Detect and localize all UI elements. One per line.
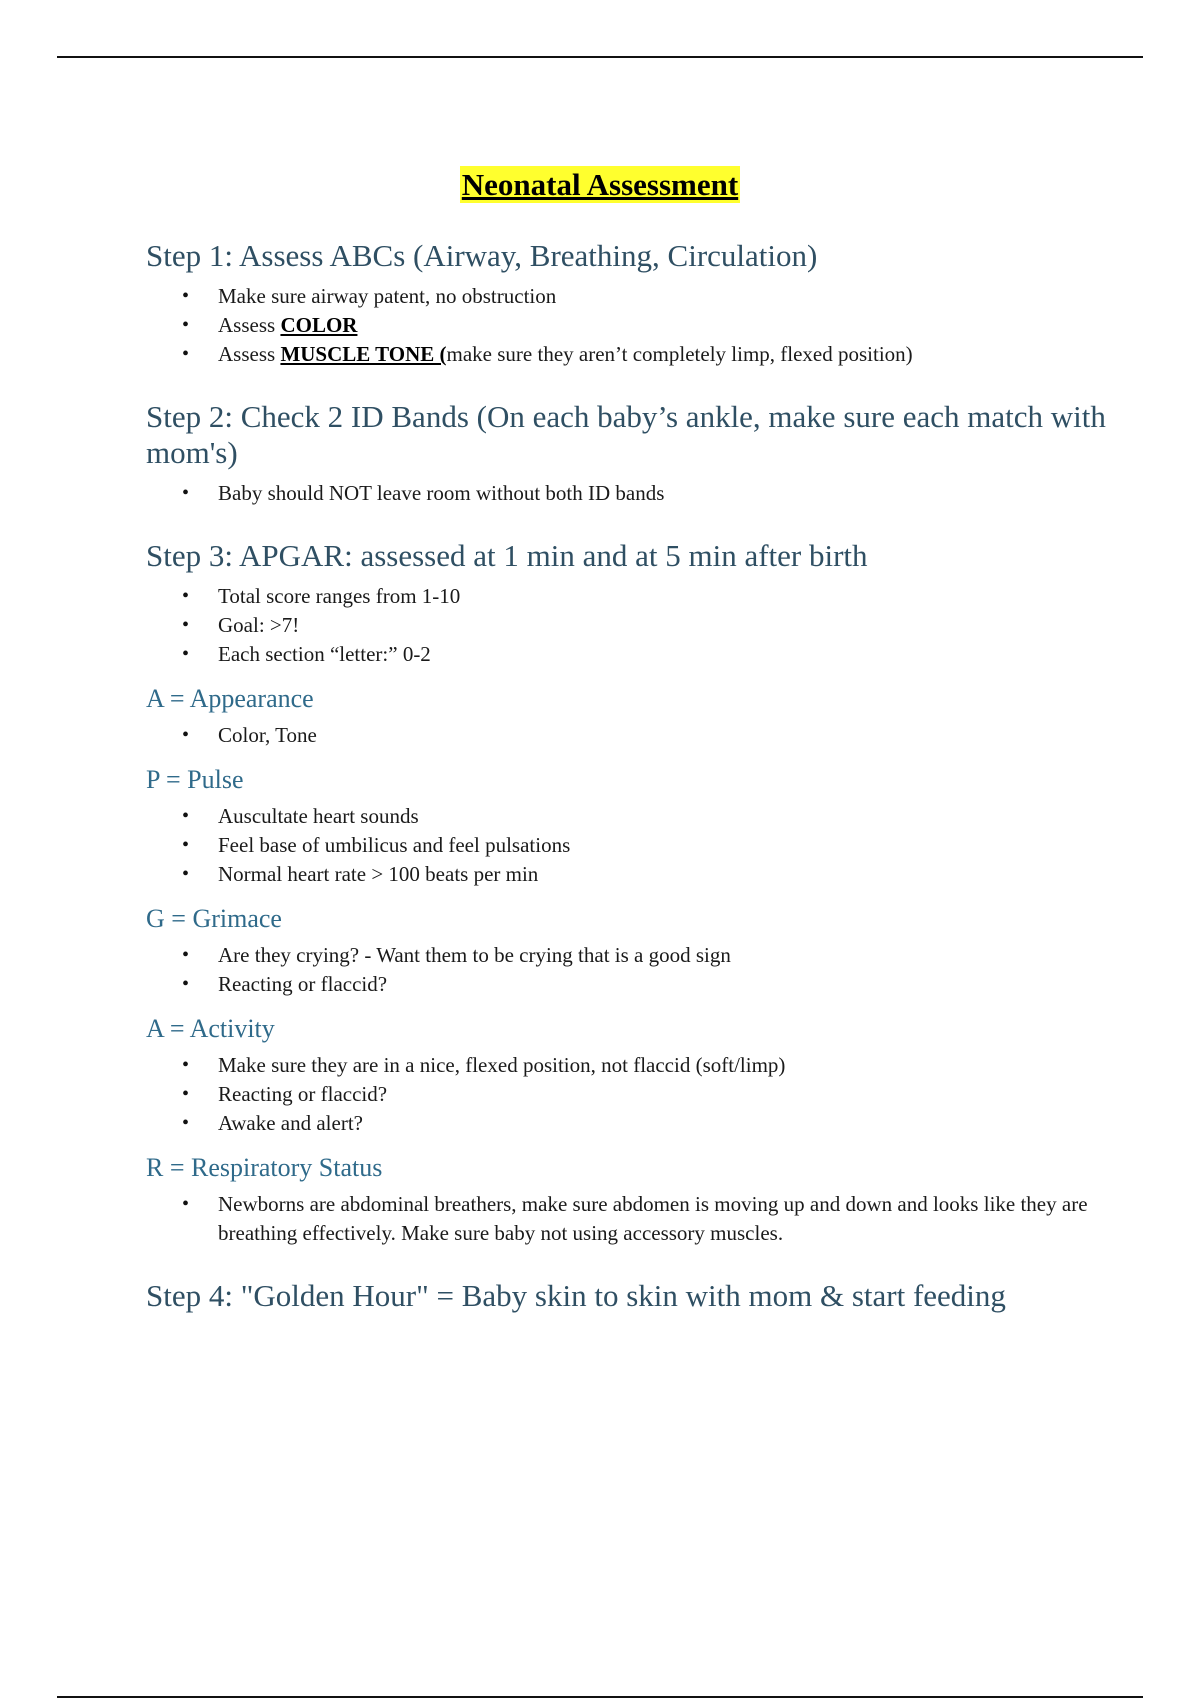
list-item: [146, 311, 1106, 340]
list-item: • Each section “letter:” 0-2: [146, 640, 1106, 669]
list-item: • Reacting or flaccid?: [146, 970, 1106, 999]
step2-heading: Step 2: Check 2 ID Bands (On each baby’s ankle, make sure each match with mom's): [146, 399, 1106, 470]
respiratory-heading: R = Respiratory Status: [146, 1153, 383, 1182]
document-content: [146, 238, 1106, 1322]
list-item: • Feel base of umbilicus and feel pulsations: [146, 831, 1106, 860]
top-rule: [57, 56, 1143, 58]
respiratory-list: [146, 1190, 1106, 1248]
title-wrap: [0, 166, 1200, 203]
step3-heading: Step 3: APGAR: assessed at 1 min and at 5 min after birth: [146, 538, 868, 573]
list-item: • Awake and alert?: [146, 1109, 1106, 1138]
list-item: [146, 282, 1106, 311]
step1-item-3-post: make sure they aren’t completely limp, flexed position): [446, 342, 913, 366]
spacer: [146, 889, 1106, 903]
list-item: • Color, Tone: [146, 721, 1106, 750]
list-item: • Reacting or flaccid?: [146, 1080, 1106, 1109]
appearance-list: [146, 721, 1106, 750]
pulse-heading: P = Pulse: [146, 765, 244, 794]
color-emphasis: COLOR: [280, 313, 358, 337]
activity-heading: A = Activity: [146, 1014, 275, 1043]
bottom-rule: [57, 1696, 1143, 1698]
document-title: Neonatal Assessment: [461, 167, 739, 202]
step1-item-2-pre: Assess: [218, 313, 281, 337]
step1-item-1: Make sure airway patent, no obstruction: [218, 284, 557, 308]
list-item: • Normal heart rate > 100 beats per min: [146, 860, 1106, 889]
grimace-heading: G = Grimace: [146, 904, 282, 933]
step4-heading: Step 4: "Golden Hour" = Baby skin to skin with mom & start feeding: [146, 1278, 1006, 1313]
spacer: [146, 750, 1106, 764]
list-item: • Goal: >7!: [146, 611, 1106, 640]
appearance-heading: A = Appearance: [146, 684, 314, 713]
activity-list: [146, 1051, 1106, 1138]
spacer: [146, 369, 1106, 399]
grimace-list: [146, 941, 1106, 999]
spacer: [146, 669, 1106, 683]
list-item: • Are they crying? - Want them to be crying that is a good sign: [146, 941, 1106, 970]
list-item: • Make sure they are in a nice, flexed position, not flaccid (soft/limp): [146, 1051, 1106, 1080]
spacer: [146, 508, 1106, 538]
step1-list: [146, 282, 1106, 369]
step1-item-3-pre: Assess: [218, 342, 281, 366]
pulse-list: [146, 802, 1106, 889]
spacer: [146, 1138, 1106, 1152]
list-item: [146, 340, 1106, 369]
muscle-tone-emphasis: MUSCLE TONE (: [280, 342, 447, 366]
list-item: • Total score ranges from 1-10: [146, 582, 1106, 611]
spacer: [146, 999, 1106, 1013]
step1-heading: Step 1: Assess ABCs (Airway, Breathing, Circulation): [146, 238, 818, 273]
list-item: • Newborns are abdominal breathers, make sure abdomen is moving up and down and looks like they are breathing effectively. Make sure baby not using accessory muscles.: [146, 1190, 1106, 1248]
step2-list: [146, 479, 1106, 508]
list-item: • Baby should NOT leave room without both ID bands: [146, 479, 1106, 508]
step3-list: [146, 582, 1106, 669]
spacer: [146, 1248, 1106, 1278]
list-item: • Auscultate heart sounds: [146, 802, 1106, 831]
